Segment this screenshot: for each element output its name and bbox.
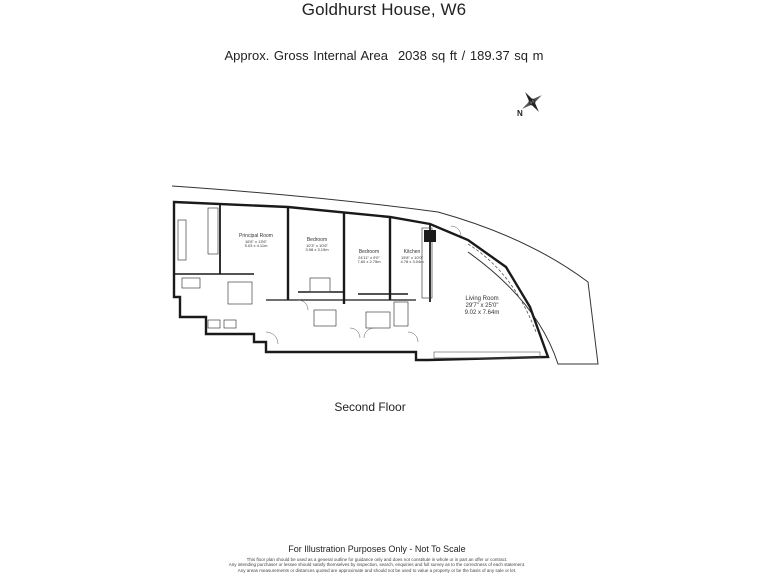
wc-bath-1	[314, 310, 336, 326]
footer-note: For Illustration Purposes Only - Not To Scale	[288, 544, 466, 554]
door-swing-4	[364, 328, 374, 338]
room-label-living: Living Room 29'7" x 25'0" 9.02 x 7.64m	[464, 296, 500, 316]
floor-label: Second Floor	[334, 400, 406, 414]
shower-1	[310, 278, 330, 292]
living-glazing	[468, 244, 536, 332]
wardrobe-1	[208, 208, 218, 254]
page-title: Goldhurst House, W6	[301, 0, 467, 19]
room-label-bedroom-1: Bedroom 10'3" x 10'6" 3.98 x 3.19m	[305, 237, 329, 253]
wardrobe-2	[178, 220, 186, 260]
door-swing-1	[266, 332, 278, 344]
kitchen-unit	[424, 230, 436, 242]
compass-rose-icon	[512, 84, 552, 124]
wc-bath-2	[366, 312, 390, 328]
disclaimer-line: This floor plan should be used as a general outline for guidance only and does not constitute in whole or in part an offer or contract.	[246, 557, 508, 562]
room-label-bedroom-2: Bedroom 24'11" x 9'0" 7.60 x 2.75m	[357, 249, 381, 265]
area-separator: /	[461, 48, 466, 63]
disclaimer-line: Any areas measurements or distances quoted are approximate and should not be used to value a property or be the basis of any sale or let.	[237, 567, 517, 573]
area-sqm: 189.37 sq m	[469, 48, 544, 63]
sink-2	[224, 320, 236, 328]
door-swing-5	[408, 332, 418, 342]
room-label-kitchen: Kitchen 15'8" x 10'0" 4.78 x 3.04m	[400, 249, 424, 265]
sink-1	[208, 320, 220, 328]
door-swing-3	[350, 328, 360, 338]
door-swing-2	[298, 300, 308, 310]
floor-plan	[168, 182, 608, 382]
ensuite-bath	[228, 282, 252, 304]
disclaimer-line: Any intending purchaser or lessee should satisfy themselves by inspection, search, enquiries and full survey as to the correctness of each statement.	[228, 562, 526, 568]
area-label: Approx. Gross Internal Area	[224, 48, 388, 63]
shower-2	[394, 302, 408, 326]
outer-wall	[174, 202, 548, 360]
north-label: N	[517, 109, 523, 118]
floor-plan-drawing	[168, 182, 608, 382]
footer-disclaimer	[0, 557, 754, 573]
bath-fixture	[182, 278, 200, 288]
area-sqft: 2038 sq ft	[397, 48, 458, 63]
area-summary	[0, 48, 768, 63]
terrace-outline	[172, 186, 598, 364]
room-label-principal: Principal Room 16'6" x 13'6" 5.03 x 4.11m	[239, 233, 273, 249]
